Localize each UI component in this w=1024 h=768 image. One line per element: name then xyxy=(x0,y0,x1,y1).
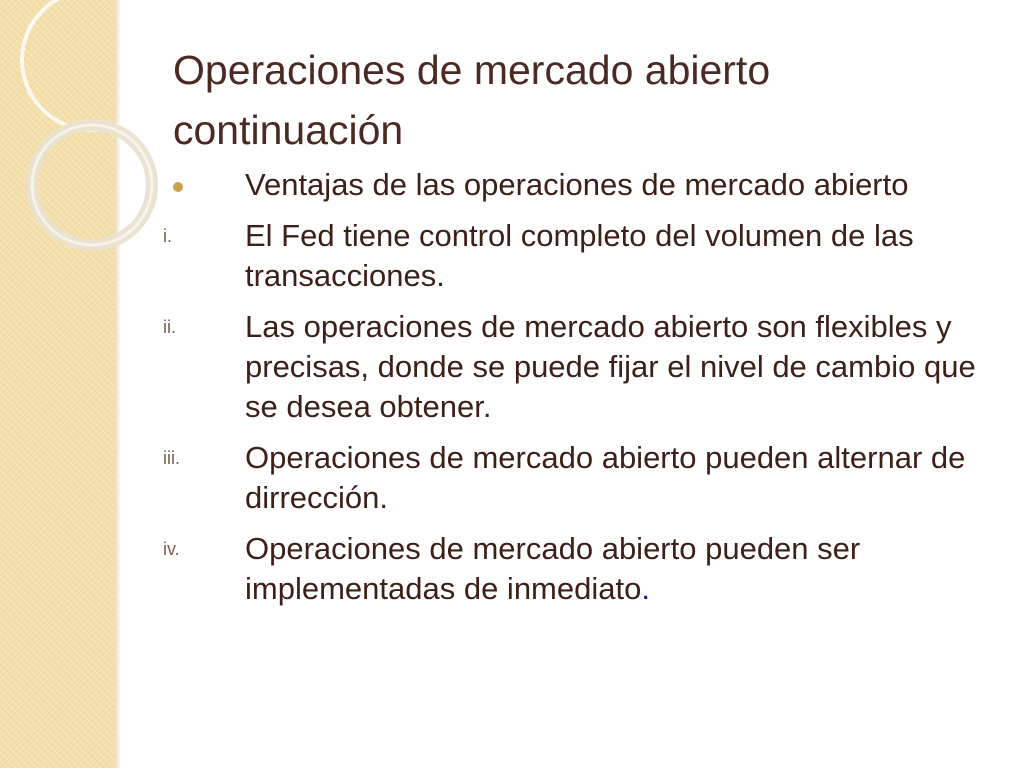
slide-body xyxy=(163,165,1003,620)
list-marker: iii. xyxy=(163,448,180,468)
list-item xyxy=(163,529,1003,609)
list-item xyxy=(163,307,1003,427)
slide-title-line-2: continuación xyxy=(173,107,404,153)
bullet-text: Ventajas de las operaciones de mercado abierto xyxy=(245,167,909,202)
list-marker: ii. xyxy=(163,317,176,337)
list-item-text: Operaciones de mercado abierto pueden alternar de dirrección. xyxy=(245,440,966,515)
list-item xyxy=(163,216,1003,296)
list-item xyxy=(163,438,1003,518)
list-item-text: El Fed tiene control completo del volumen de las transacciones. xyxy=(245,218,914,293)
list-item-text: Operaciones de mercado abierto pueden ser implementadas de inmediato xyxy=(245,531,861,606)
slide-title xyxy=(173,40,993,160)
list-item-text: Las operaciones de mercado abierto son flexibles y precisas, donde se puede fijar el nivel de cambio que se desea obtener. xyxy=(245,309,976,424)
slide-title-line-1: Operaciones de mercado abierto xyxy=(173,47,771,93)
list-marker: i. xyxy=(163,226,172,246)
list-item-period: . xyxy=(641,571,650,606)
list-marker: iv. xyxy=(163,539,180,559)
bullet-dot-icon xyxy=(173,182,183,192)
bullet-item xyxy=(163,165,1003,205)
ring-decoration-icon xyxy=(0,0,180,300)
